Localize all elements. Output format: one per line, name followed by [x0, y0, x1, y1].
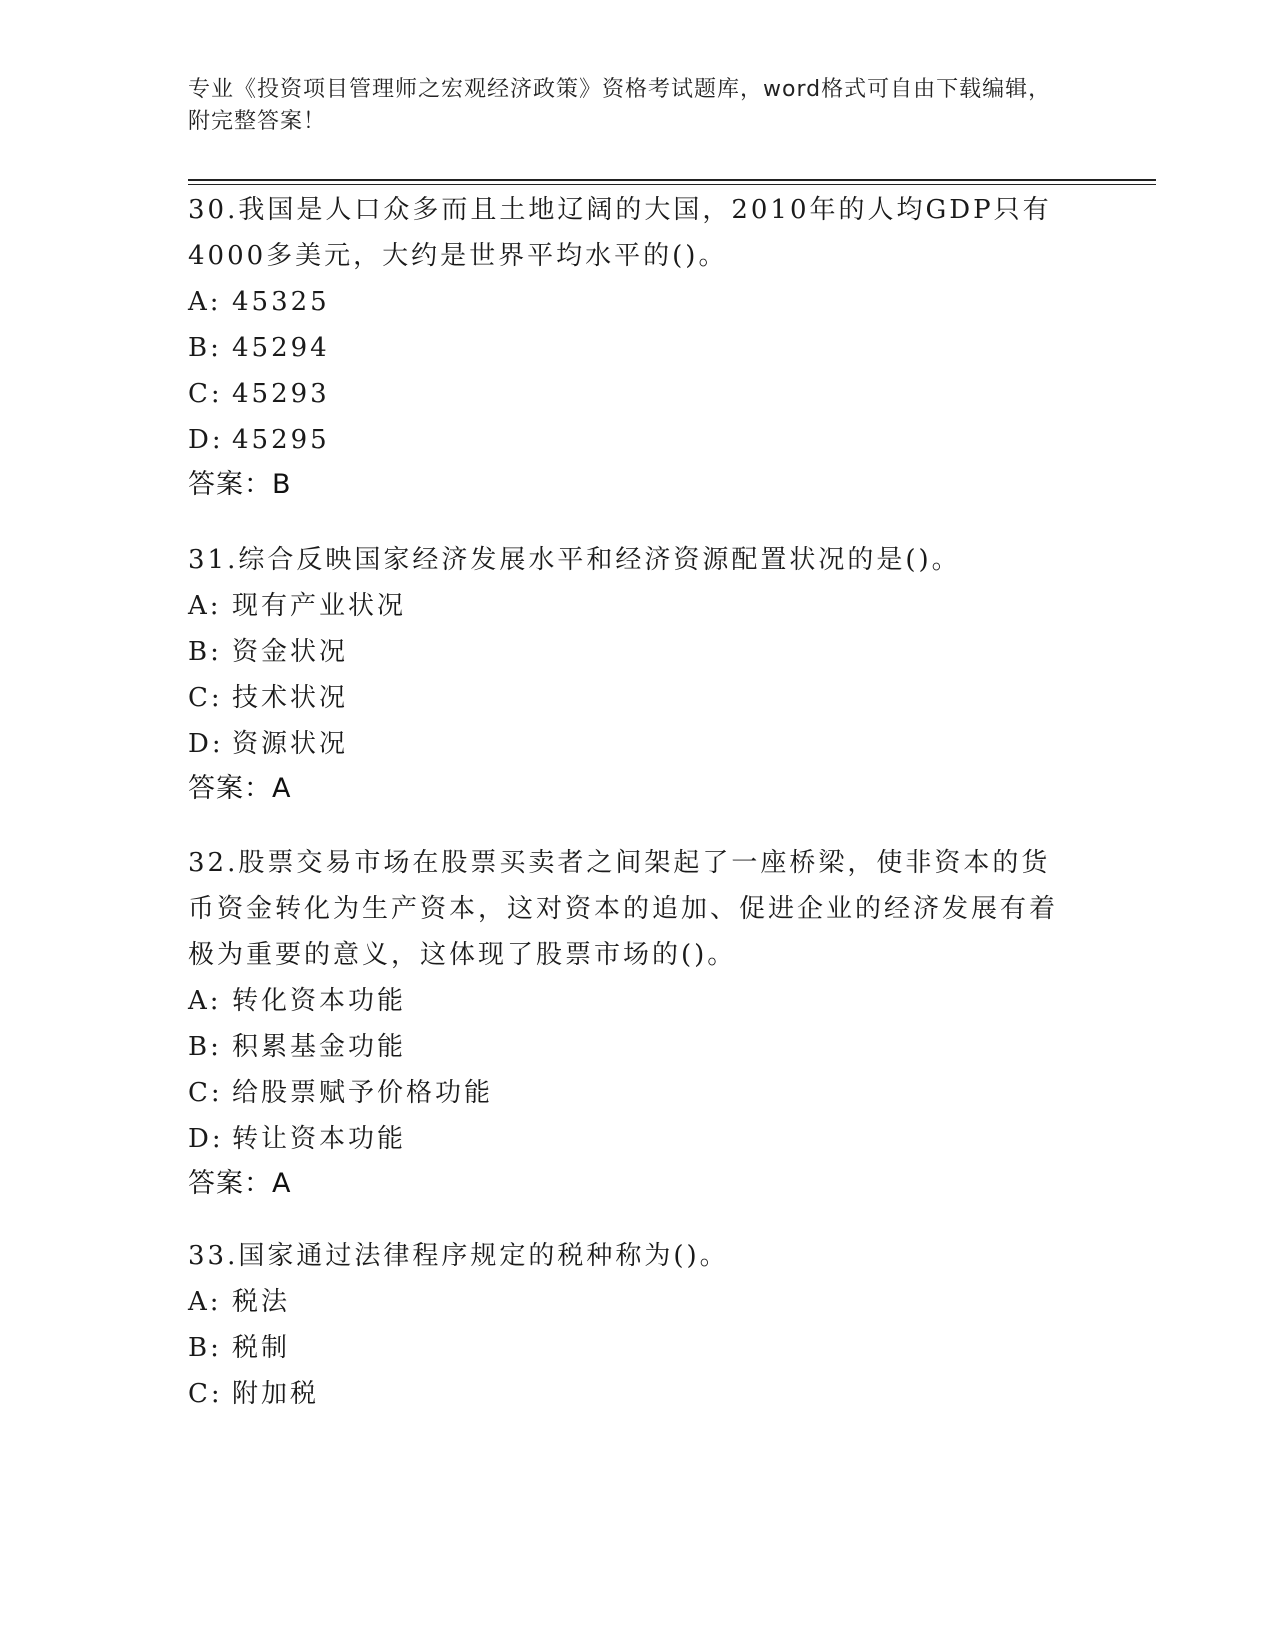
option-text: 税制: [232, 1333, 291, 1363]
option-text: 现有产业状况: [232, 591, 407, 621]
option-letter: D:: [188, 425, 224, 455]
option-letter: B:: [188, 637, 222, 667]
question-30: [188, 187, 1088, 507]
question-33: [188, 1233, 1088, 1417]
option-text: 转化资本功能: [232, 986, 407, 1016]
option-a: [188, 583, 1088, 629]
option-d: [188, 417, 1088, 463]
option-text: 技术状况: [232, 683, 349, 713]
answer-label: 答案：A: [188, 773, 292, 804]
option-text: 45295: [232, 425, 330, 455]
option-b: [188, 1325, 1088, 1371]
option-b: [188, 325, 1088, 371]
option-letter: D:: [188, 1124, 224, 1154]
option-letter: D:: [188, 729, 224, 759]
option-c: [188, 1070, 1088, 1116]
option-letter: C:: [188, 1379, 223, 1409]
option-letter: C:: [188, 379, 223, 409]
option-d: [188, 1116, 1088, 1162]
document-header: 专业《投资项目管理师之宏观经济政策》资格考试题库，word格式可自由下载编辑，附完整答案！: [188, 77, 1052, 134]
option-text: 附加税: [232, 1379, 320, 1409]
option-c: [188, 1371, 1088, 1417]
option-letter: A:: [188, 287, 222, 317]
option-c: [188, 371, 1088, 417]
option-letter: A:: [188, 1287, 222, 1317]
option-text: 给股票赋予价格功能: [232, 1078, 494, 1108]
option-b: [188, 1024, 1088, 1070]
question-stem: 33.国家通过法律程序规定的税种称为()。: [188, 1241, 729, 1271]
option-letter: B:: [188, 1032, 222, 1062]
option-text: 45325: [232, 287, 330, 317]
option-text: 转让资本功能: [232, 1124, 407, 1154]
option-text: 45293: [232, 379, 330, 409]
option-letter: A:: [188, 591, 222, 621]
option-letter: A:: [188, 986, 222, 1016]
option-letter: B:: [188, 333, 222, 363]
option-a: [188, 279, 1088, 325]
option-letter: B:: [188, 1333, 222, 1363]
answer-label: 答案：B: [188, 469, 292, 500]
header-divider-thick: [188, 179, 1156, 181]
answer-label: 答案：A: [188, 1168, 292, 1199]
question-stem: 30.我国是人口众多而且土地辽阔的大国，2010年的人均GDP只有4000多美元，大约是世界平均水平的()。: [188, 195, 1052, 271]
question-stem: 32.股票交易市场在股票买卖者之间架起了一座桥梁，使非资本的货币资金转化为生产资本，这对资本的追加、促进企业的经济发展有着极为重要的意义，这体现了股票市场的()。: [188, 848, 1059, 970]
option-text: 资源状况: [232, 729, 349, 759]
option-text: 资金状况: [232, 637, 349, 667]
option-a: [188, 1279, 1088, 1325]
question-stem: 31.综合反映国家经济发展水平和经济资源配置状况的是()。: [188, 545, 961, 575]
option-text: 税法: [232, 1287, 291, 1317]
option-text: 积累基金功能: [232, 1032, 407, 1062]
option-b: [188, 629, 1088, 675]
question-32: [188, 840, 1088, 1206]
option-letter: C:: [188, 1078, 223, 1108]
option-letter: C:: [188, 683, 223, 713]
header-divider-thin: [188, 184, 1156, 185]
option-c: [188, 675, 1088, 721]
option-text: 45294: [232, 333, 330, 363]
option-d: [188, 721, 1088, 767]
question-31: [188, 537, 1088, 811]
option-a: [188, 978, 1088, 1024]
